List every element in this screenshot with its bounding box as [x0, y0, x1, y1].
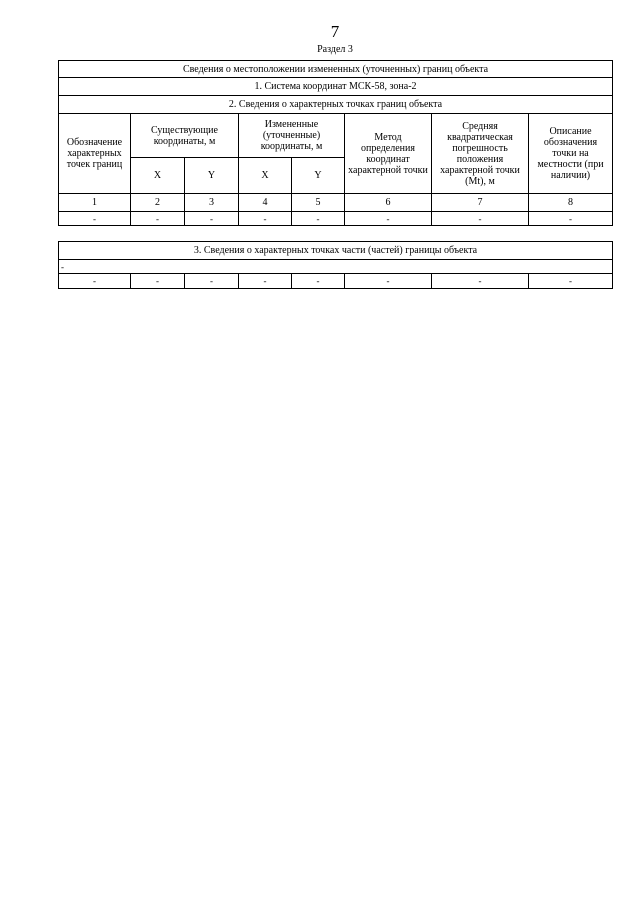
table-cell: -: [59, 212, 131, 226]
table-cell: -: [59, 274, 131, 289]
table-cell: -: [131, 274, 185, 289]
table-cell: -: [239, 212, 292, 226]
header-existing-y: Y: [185, 158, 239, 194]
header-point-designation: Обозначение характерных точек границ: [59, 114, 131, 194]
points-heading: 2. Сведения о характерных точках границ объекта: [59, 96, 613, 114]
table-cell: -: [529, 274, 613, 289]
header-changed-y: Y: [292, 158, 345, 194]
table-row: [59, 274, 613, 289]
header-method: Метод определения координат характерной точки: [345, 114, 432, 194]
table-cell: -: [292, 274, 345, 289]
table-cell: -: [432, 212, 529, 226]
column-number: 6: [345, 194, 432, 212]
table-cell: -: [185, 212, 239, 226]
page-number: 7: [330, 22, 340, 41]
part-label: -: [59, 260, 613, 274]
boundary-part-points-table: [58, 241, 613, 289]
header-mean-square-error: Средняя квадратическая погрешность положения характерной точки (Mt), м: [432, 114, 529, 194]
table-cell: -: [529, 212, 613, 226]
table-cell: -: [131, 212, 185, 226]
column-number: 5: [292, 194, 345, 212]
column-number: 2: [131, 194, 185, 212]
part-points-heading: 3. Сведения о характерных точках части (частей) границы объекта: [59, 242, 613, 260]
table-row: [59, 212, 613, 226]
section-label: Раздел 3: [317, 44, 353, 55]
column-number: 1: [59, 194, 131, 212]
header-existing-coordinates: Существующие координаты, м: [131, 114, 239, 158]
column-number: 7: [432, 194, 529, 212]
coordinate-system: 1. Система координат МСК-58, зона-2: [59, 78, 613, 96]
table-cell: -: [345, 274, 432, 289]
column-number-row: [59, 194, 613, 212]
table-cell: -: [432, 274, 529, 289]
column-number: 8: [529, 194, 613, 212]
boundary-location-table: [58, 60, 613, 226]
table-cell: -: [292, 212, 345, 226]
header-changed-x: X: [239, 158, 292, 194]
header-point-description: Описание обозначения точки на местности (при наличии): [529, 114, 613, 194]
table-title: Сведения о местоположении измененных (уточненных) границ объекта: [59, 61, 613, 78]
table-cell: -: [345, 212, 432, 226]
table-cell: -: [239, 274, 292, 289]
header-existing-x: X: [131, 158, 185, 194]
header-changed-coordinates: Измененные (уточненные) координаты, м: [239, 114, 345, 158]
column-number: 3: [185, 194, 239, 212]
column-number: 4: [239, 194, 292, 212]
table-cell: -: [185, 274, 239, 289]
